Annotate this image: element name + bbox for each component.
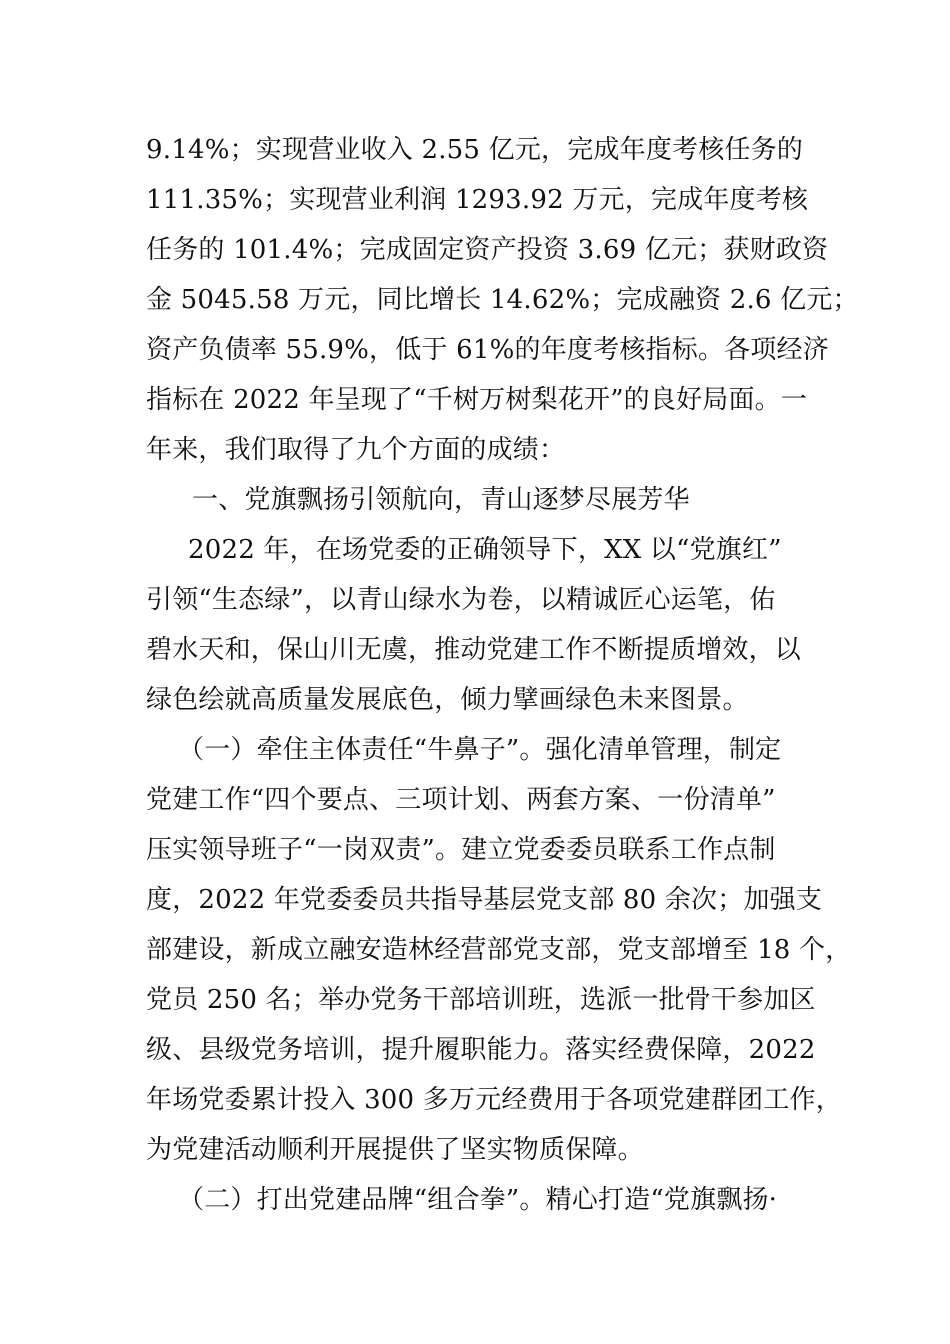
paragraph-line: 党建工作“四个要点、三项计划、两套方案、一份清单” — [146, 785, 776, 815]
paragraph-line: 绿色绘就高质量发展底色，倾力擘画绿色未来图景。 — [146, 685, 749, 715]
paragraph-line: 资产负债率 55.9%，低于 61%的年度考核指标。各项经济 — [146, 335, 829, 365]
subsection-line: （二）打出党建品牌“组合拳”。精心打造“党旗飘扬· — [178, 1185, 778, 1215]
paragraph-line: 9.14%；实现营业收入 2.55 亿元，完成年度考核任务的 — [146, 135, 804, 165]
paragraph-line: 引领“生态绿”，以青山绿水为卷，以精诚匠心运笔，佑 — [146, 585, 776, 615]
paragraph-line: 压实领导班子“一岗双责”。建立党委委员联系工作点制 — [146, 835, 776, 865]
paragraph-line: 2022 年，在场党委的正确领导下，XX 以“党旗红” — [188, 535, 782, 565]
paragraph-line: 111.35%；实现营业利润 1293.92 万元，完成年度考核 — [146, 185, 809, 215]
paragraph-line: 为党建活动顺利开展提供了坚实物质保障。 — [146, 1135, 644, 1165]
paragraph-line: 指标在 2022 年呈现了“千树万树梨花开”的良好局面。一 — [146, 385, 808, 415]
paragraph-line: 级、县级党务培训，提升履职能力。落实经费保障，2022 — [146, 1035, 816, 1065]
paragraph-line: 党员 250 名；举办党务干部培训班，选派一批骨干参加区 — [146, 985, 816, 1015]
paragraph-line: 碧水天和，保山川无虞，推动党建工作不断提质增效，以 — [146, 635, 802, 665]
paragraph-line: 金 5045.58 万元，同比增长 14.62%；完成融资 2.6 亿元； — [146, 285, 859, 315]
paragraph-line: 部建设，新成立融安造林经营部党支部，党支部增至 18 个， — [146, 935, 852, 965]
paragraph-line: 年场党委累计投入 300 多万元经费用于各项党建群团工作， — [146, 1085, 842, 1115]
section-heading: 一、党旗飘扬引领航向，青山逐梦尽展芳华 — [192, 485, 690, 515]
subsection-line: （一）牵住主体责任“牛鼻子”。强化清单管理，制定 — [178, 735, 782, 765]
paragraph-line: 任务的 101.4%；完成固定资产投资 3.69 亿元；获财政资 — [146, 235, 829, 265]
paragraph-line: 年来，我们取得了九个方面的成绩： — [146, 435, 566, 465]
paragraph-line: 度，2022 年党委委员共指导基层党支部 80 余次；加强支 — [146, 885, 823, 915]
